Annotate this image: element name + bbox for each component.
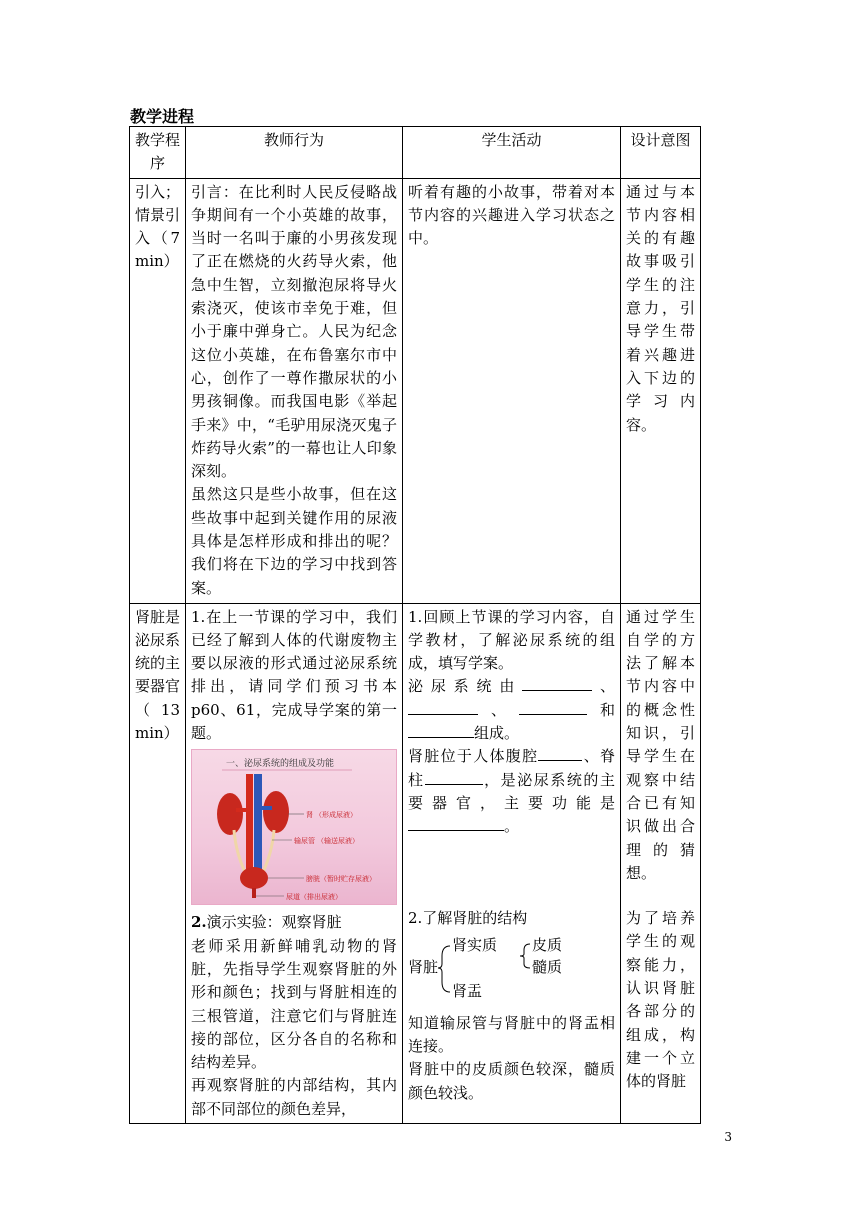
kidney-structure-tree: [408, 934, 615, 1002]
row2-step: 肾脏是泌尿系统的主要器官（13 min）: [130, 603, 186, 1123]
row1-student: 听着有趣的小故事，带着对本节内容的兴趣进入学习状态之中。: [403, 178, 621, 603]
row1-teacher-para2: 虽然这只是些小故事，但在这些故事中起到关键作用的尿液具体是怎样形成和排出的呢？我们将在下边的学习中找到答案。: [191, 485, 397, 597]
blank: [522, 676, 592, 691]
row2-teacher-para4: 再观察肾脏的内部结构，其内部不同部位的颜色差异，: [191, 1076, 397, 1118]
blank: [425, 770, 483, 785]
header-step: 教学程序: [130, 127, 186, 179]
fill-blank-question-2: 肾脏位于人体腹腔 、脊柱 ，是泌尿系统的主要器官，主要功能是。: [408, 747, 615, 836]
label-ureter: 输尿管 （输送尿液）: [294, 838, 359, 846]
row2-teacher-para1: 1.在上一节课的学习中，我们已经了解到人体的代谢废物主要以尿液的形式通过泌尿系统排出，请同学们预习书本p60、61，完成导学案的第一题。: [191, 607, 397, 743]
row2-teacher-para3: 老师采用新鲜哺乳动物的肾脏，先指导学生观察肾脏的外形和颜色；找到与肾脏相连的三根管道，注意它们与肾脏连接的部位，区分各自的名称和结构差异。: [191, 936, 397, 1072]
tree-branch-pelvis: 肾盂: [452, 981, 483, 1000]
lesson-table: [129, 126, 701, 1124]
demo-title: 演示实验：观察肾脏: [206, 913, 342, 932]
row2-student-para3: 知道输尿管与肾脏中的肾盂相连接。: [408, 1013, 615, 1056]
urinary-system-figure: [191, 749, 397, 905]
tree-leaf-medulla: 髓质: [532, 957, 563, 976]
blank: [408, 816, 504, 831]
row1-step: 引入；情景引入（7 min）: [130, 178, 186, 603]
label-urethra: 尿道（排出尿液）: [286, 894, 342, 902]
row2-student-para4: 肾脏中的皮质颜色较深，髓质颜色较浅。: [408, 1060, 615, 1102]
row2-design-para1: 通过学生自学的方法了解本节内容中的概念性知识，引导学生在观察中结合已有知识做出合理的猜想。: [626, 607, 695, 882]
table-row: [130, 178, 701, 603]
header-student: 学生活动: [403, 127, 621, 179]
row2-student-para2: 2.了解肾脏的结构: [408, 908, 528, 927]
header-design: 设计意图: [621, 127, 701, 179]
demo-number: 2.: [191, 913, 207, 932]
tree-root: 肾脏: [408, 957, 439, 976]
row2-teacher: [186, 603, 403, 1123]
blank: [538, 746, 582, 761]
row2-student: [403, 603, 621, 1123]
tree-leaf-cortex: 皮质: [532, 935, 563, 954]
row2-design: [621, 603, 701, 1123]
fill-blank-question-1: 泌尿系统由 、、 和组成。: [408, 677, 615, 743]
page-number: 3: [724, 1130, 732, 1144]
figure-title: 一、泌尿系统的组成及功能: [226, 758, 335, 769]
row2-student-para1: 1.回顾上节课的学习内容，自学教材，了解泌尿系统的组成，填写学案。: [408, 607, 615, 673]
blank: [408, 700, 478, 715]
section-heading: 教学进程: [130, 107, 195, 126]
row1-design: 通过与本节内容相关的有趣故事吸引学生的注意力，引导学生带着兴趣进入下边的学习内容。: [621, 178, 701, 603]
row2-teacher-para2: [191, 911, 397, 934]
row1-teacher-para1: 引言：在比利时人民反侵略战争期间有一个小英雄的故事，当时一名叫于廉的小男孩发现了正在燃烧的火药导火索，他急中生智，立刻撤泡尿将导火索浇灭，使该市幸免于难，但小于廉中弹身亡。人民为纪念这位小英雄，在布鲁塞尔市中心，创作了一尊作撒尿状的小男孩铜像。而我国电影《举起手来》中，“毛驴用尿浇灭鬼子炸药导火索”的一幕也让人印象深刻。: [191, 182, 397, 481]
table-row: [130, 603, 701, 1123]
row1-teacher: [186, 178, 403, 603]
blank: [519, 700, 587, 715]
header-teacher: 教师行为: [186, 127, 403, 179]
blank: [408, 723, 474, 738]
tree-branch-parenchyma: 肾实质: [452, 935, 498, 954]
table-header-row: [130, 127, 701, 179]
label-kidney: 肾 （形成尿液）: [306, 812, 357, 820]
label-bladder: 膀胱（暂时贮存尿液）: [306, 876, 376, 884]
row2-design-para2: 为了培养学生的观察能力，认识肾脏各部分的组成，构建一个立体的肾脏: [626, 909, 695, 1091]
urinary-system-illustration: [192, 750, 396, 904]
